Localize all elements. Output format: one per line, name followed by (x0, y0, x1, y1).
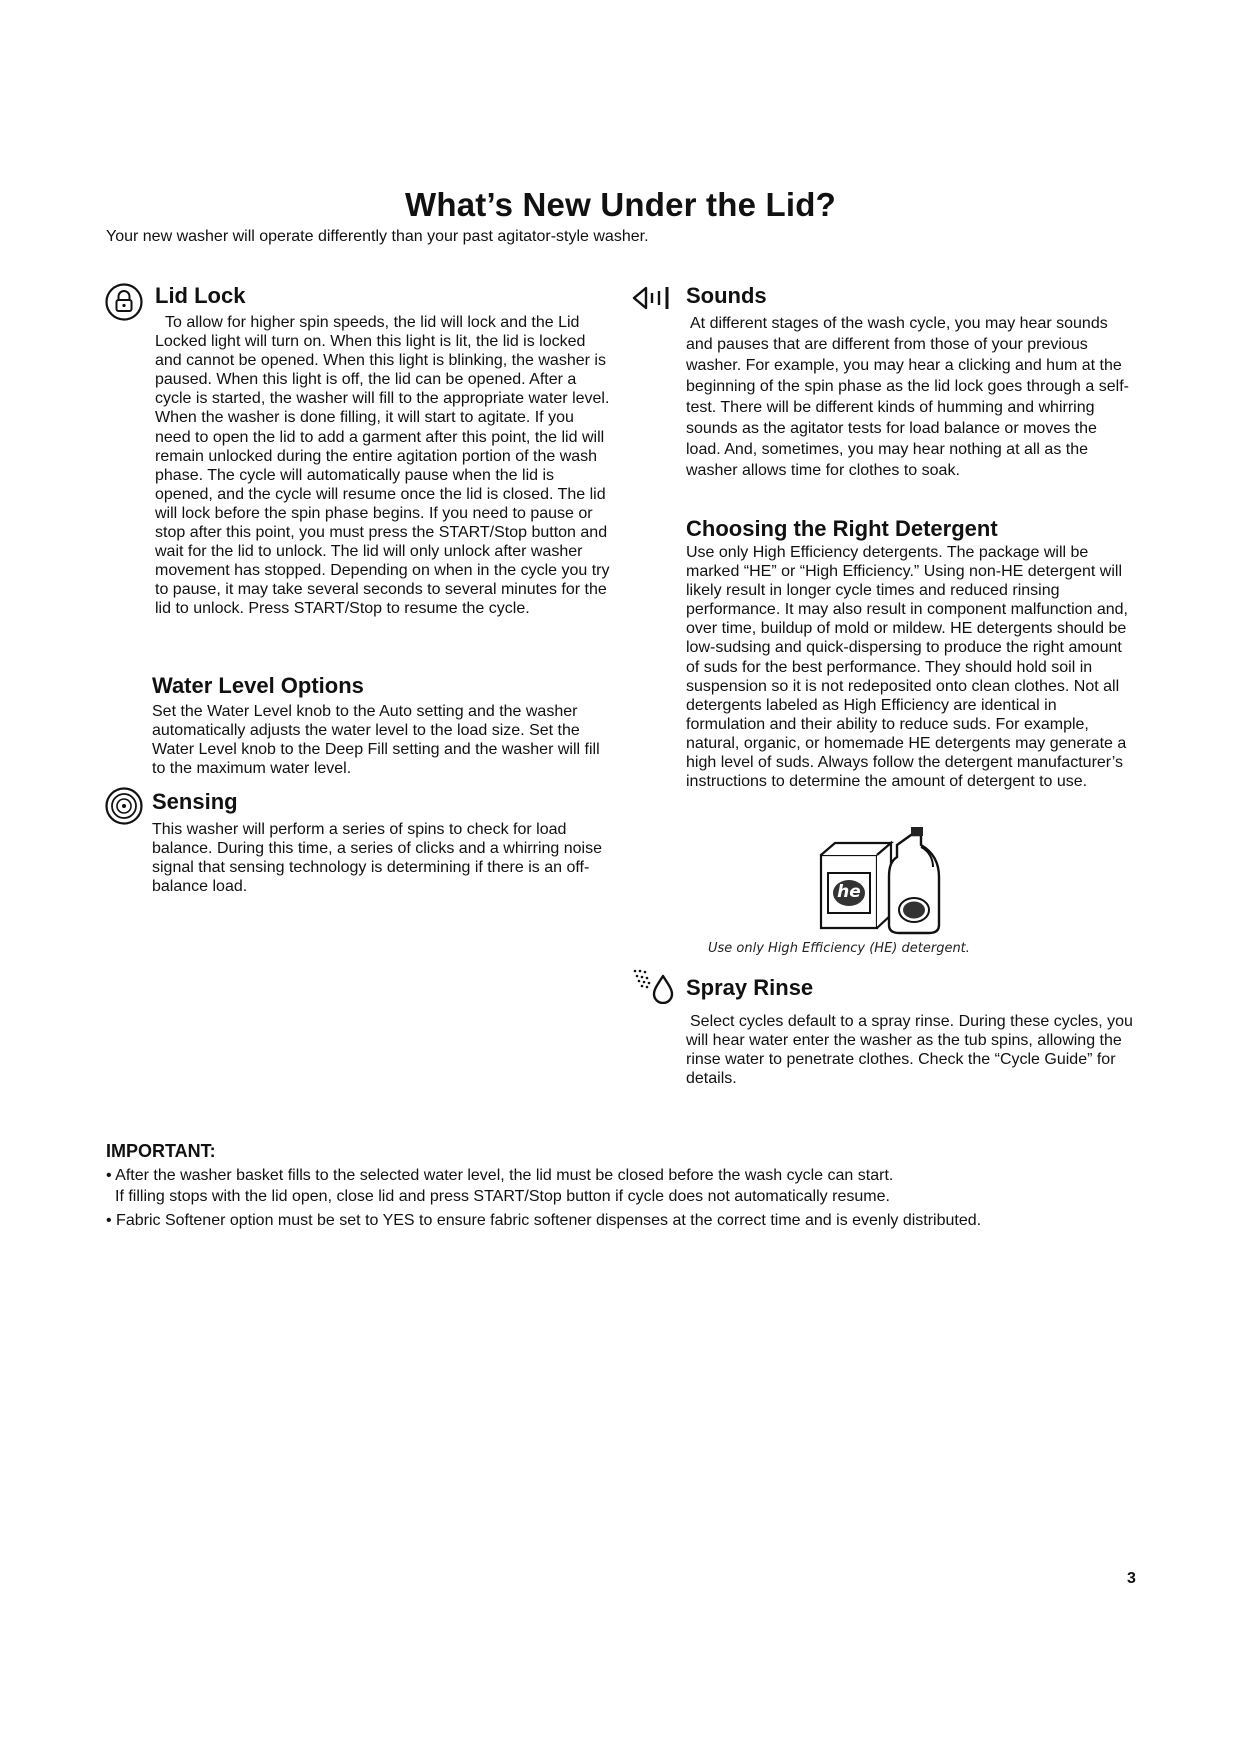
spray-rinse-body: Select cycles default to a spray rinse. During these cycles, you will hear water enter the washer as the tub spins, allowing the rinse water to penetrate clothes. Check the “Cycle Guide” for details. (686, 1013, 1133, 1088)
sounds-body: At different stages of the wash cycle, you may hear sounds and pauses that are different from those of your previous washer. For example, you may hear a clicking and hum at the beginning of the spin phase as the lid lock goes through a self-test. There will be different kinds of humming and whirring sounds as the agitator tests for load balance or moves the load. And, sometimes, you may hear nothing at all as the washer allows time for clothes to soak. (686, 315, 1129, 479)
water-level-body: Set the Water Level knob to the Auto setting and the washer automatically adjusts the water level to the load size. Set the Water Level knob to the Deep Fill setting and the washer will fill to the maximum water level. (152, 703, 600, 778)
important-bullet-1: • After the washer basket fills to the selected water level, the lid must be closed before the wash cycle can start. (106, 1167, 894, 1184)
sensing-heading: Sensing (152, 789, 238, 814)
important-label: IMPORTANT: (106, 1141, 216, 1161)
lid-lock-heading: Lid Lock (155, 283, 246, 308)
page-subtitle: Your new washer will operate differently than your past agitator-style washer. (106, 228, 649, 245)
he-logo-label: he (837, 882, 861, 902)
important-bullet-1-continued: If filling stops with the lid open, close lid and press START/Stop button if cycle does not automatically resume. (115, 1188, 890, 1205)
detergent-body: Use only High Efficiency detergents. The package will be marked “HE” or “High Efficiency.” Using non-HE detergent will likely result in longer cycle times and reduced rinsing performance. It may also result in component malfunction and, over time, buildup of mold or mildew. HE detergents should be low-sudsing and quick-dispersing to produce the right amount of suds for the best performance. They should hold soil in suspension so it is not redeposited onto clean clothes. Not all detergents labeled as High Efficiency are identical in formulation and their ability to reduce suds. For example, natural, organic, or homemade HE detergents may generate a high level of suds. Always follow the detergent manufacturer’s instructions to determine the amount of detergent to use. (686, 544, 1128, 791)
lid-lock-body: To allow for higher spin speeds, the lid will lock and the Lid Locked light will turn on. When this light is lit, the lid is locked and cannot be opened. When this light is blinking, the washer is paused. When this light is off, the lid can be opened. After a cycle is started, the washer will fill to the appropriate water level. When the washer is done filling, it will start to agitate. If you need to open the lid to add a garment after this point, the lid will remain unlocked during the entire agitation portion of the wash phase. The cycle will automatically pause when the lid is opened, and the cycle will resume once the lid is closed. The lid will lock before the spin phase begins. If you need to pause or stop after this point, you must press the START/Stop button and wait for the lid to unlock. The lid will only unlock after washer movement has stopped. Depending on when in the cycle you try to pause, it may take several seconds to several minutes for the lid to unlock. Press START/Stop to resume the cycle. (155, 314, 610, 618)
page-number: 3 (1127, 1570, 1136, 1587)
he-detergent-illustration (815, 825, 951, 940)
sensing-icon (104, 786, 144, 826)
sensing-body: This washer will perform a series of spins to check for load balance. During this time, a series of clicks and a whirring noise signal that sensing technology is determining if there is an off-balance load. (152, 821, 602, 896)
speaker-icon (632, 284, 674, 312)
lock-icon (104, 282, 144, 322)
important-bullet-2: • Fabric Softener option must be set to YES to ensure fabric softener dispenses at the correct time and is evenly distributed. (106, 1212, 982, 1229)
detergent-caption: Use only High Efficiency (HE) detergent. (708, 941, 970, 956)
spray-rinse-heading: Spray Rinse (686, 975, 814, 1000)
page-title: What’s New Under the Lid? (405, 186, 836, 223)
spray-rinse-icon (632, 968, 676, 1004)
detergent-heading: Choosing the Right Detergent (686, 516, 998, 541)
sounds-heading: Sounds (686, 283, 767, 308)
water-level-heading: Water Level Options (152, 673, 364, 698)
